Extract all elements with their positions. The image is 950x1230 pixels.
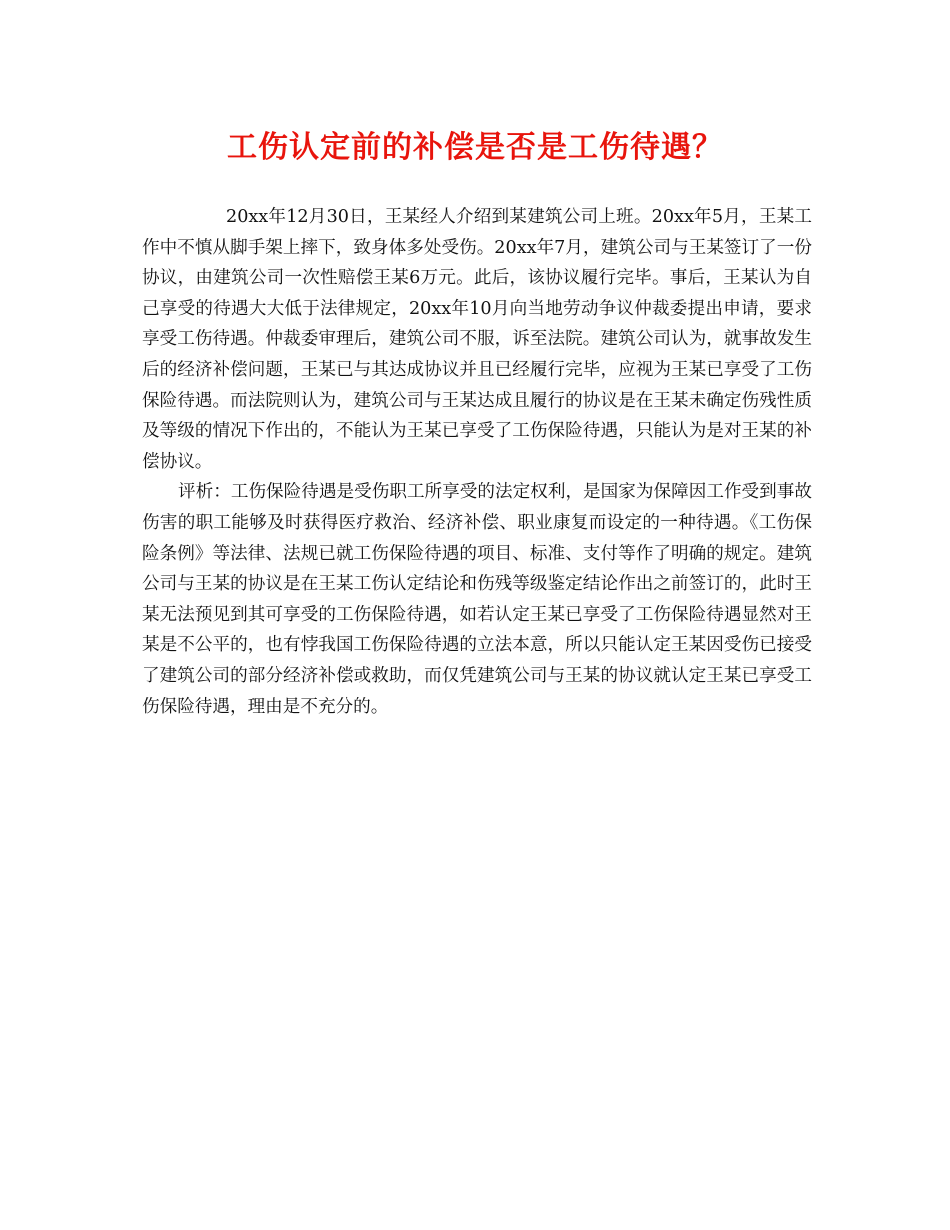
document-body (142, 202, 812, 722)
case-paragraph: 20xx年12月30日，王某经人介绍到某建筑公司上班。20xx年5月，王某工作中不慎从脚手架上摔下，致身体多处受伤。20xx年7月，建筑公司与王某签订了一份协议，由建筑公司一次性赔偿王某6万元。此后，该协议履行完毕。事后，王某认为自己享受的待遇大大低于法律规定，20xx年10月向当地劳动争议仲裁委提出申请，要求享受工伤待遇。仲裁委审理后，建筑公司不服，诉至法院。建筑公司认为，就事故发生后的经济补偿问题，王某已与其达成协议并且已经履行完毕，应视为王某已享受了工伤保险待遇。而法院则认为，建筑公司与王某达成且履行的协议是在王某未确定伤残性质及等级的情况下作出的，不能认为王某已享受了工伤保险待遇，只能认为是对王某的补偿协议。 (142, 207, 812, 472)
document-title: 工伤认定前的补偿是否是工伤待遇？ (227, 130, 723, 165)
commentary-paragraph: 评析：工伤保险待遇是受伤职工所享受的法定权利，是国家为保障因工作受到事故伤害的职工能够及时获得医疗救治、经济补偿、职业康复而设定的一种待遇。《工伤保险条例》等法律、法规已就工伤保险待遇的项目、标准、支付等作了明确的规定。建筑公司与王某的协议是在王某工伤认定结论和伤残等级鉴定结论作出之前签订的，此时王某无法预见到其可享受的工伤保险待遇，如若认定王某已享受了工伤保险待遇显然对王某是不公平的，也有悖我国工伤保险待遇的立法本意，所以只能认定王某因受伤已接受了建筑公司的部分经济补偿或救助，而仅凭建筑公司与王某的协议就认定王某已享受工伤保险待遇，理由是不充分的。 (142, 482, 812, 717)
